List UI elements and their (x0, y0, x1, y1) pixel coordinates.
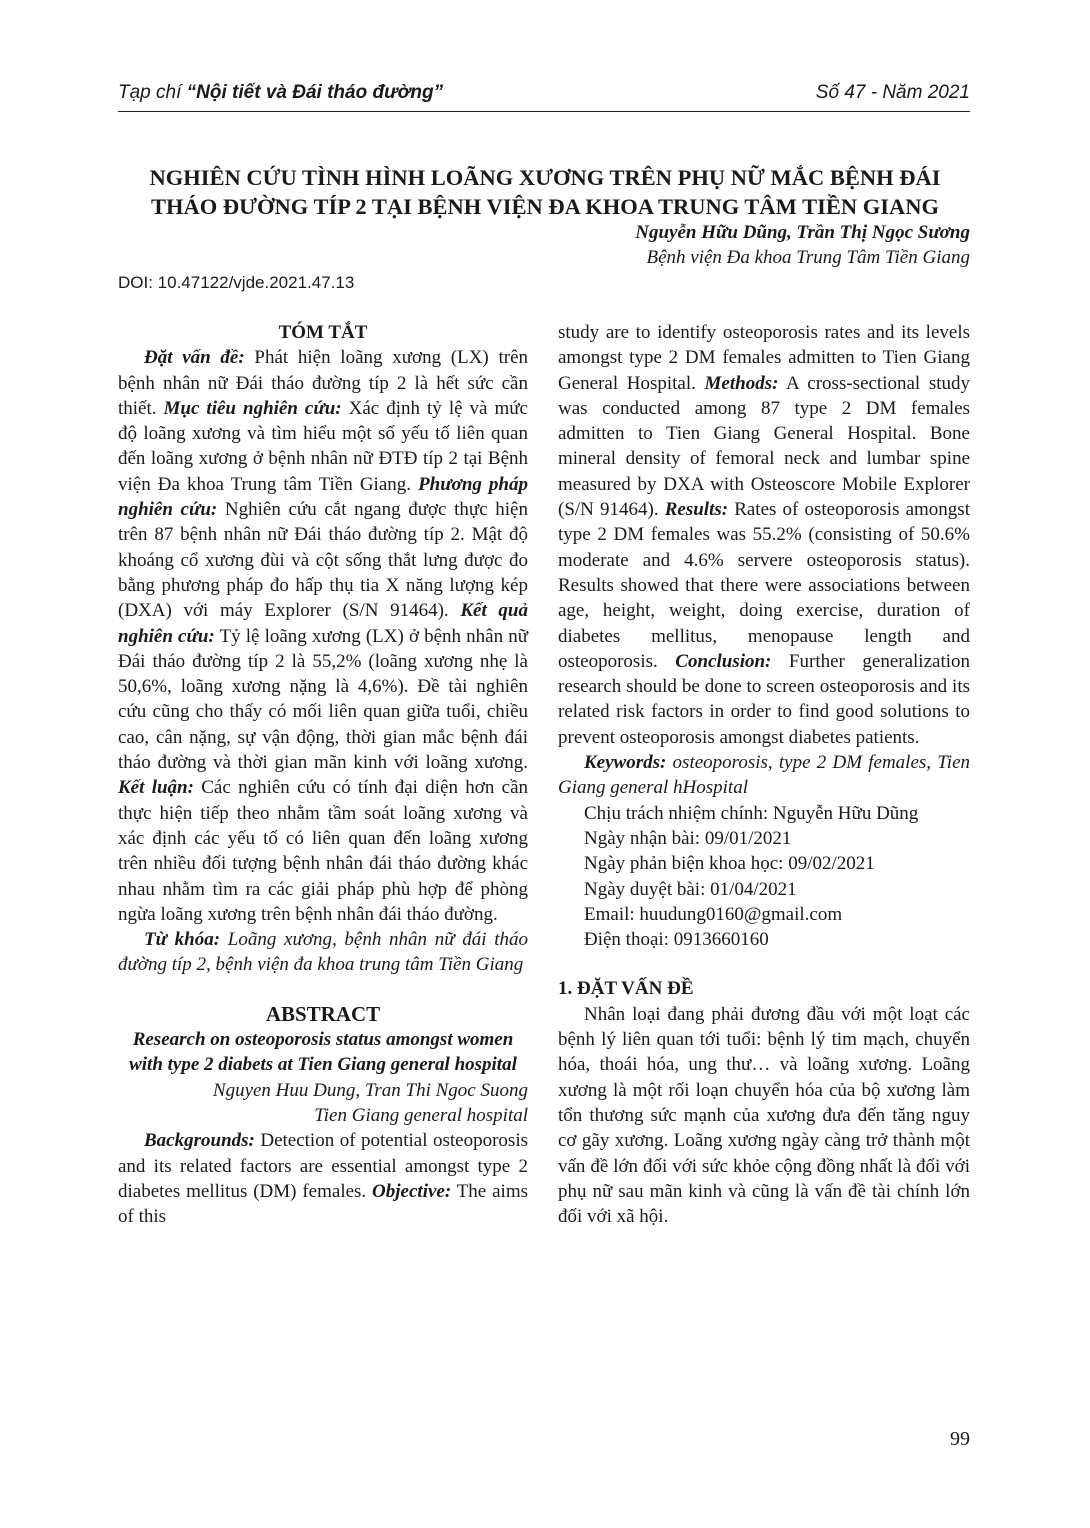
article-authors: Nguyễn Hữu Dũng, Trần Thị Ngọc Sương (635, 222, 970, 243)
responsible-author: Chịu trách nhiệm chính: Nguyễn Hữu Dũng (584, 802, 919, 824)
contact-email[interactable]: Email: huudung0160@gmail.com (584, 903, 843, 925)
section-1-heading: 1. ĐẶT VẤN ĐỀ (558, 978, 694, 1000)
contact-phone: Điện thoại: 0913660160 (584, 929, 769, 951)
abstract-authors: Nguyen Huu Dung, Tran Thi Ngoc Suong (212, 1079, 528, 1101)
tom-tat-body: Đặt vấn đề: Phát hiện loãng xương (LX) trên bệnh nhân nữ Đái tháo đường típ 2 là hết sức cần thiết. Mục tiêu nghiên cứu: Xác định tỷ lệ và mức độ loãng xương và tìm hiểu một số yếu tố liên quan đến loãng xương ở bệnh nhân nữ ĐTĐ típ 2 tại Bệnh viện Đa khoa Trung tâm Tiền Giang. Phương pháp nghiên cứu: Nghiên cứu cắt ngang được thực hiện trên 87 bệnh nhân nữ Đái tháo đường típ 2. Mật độ khoáng cổ xương đùi và cột sống thắt lưng được đo bằng phương pháp đo hấp thụ tia X năng lượng kép (DXA) với máy Explorer (S/N 91464). Kết quả nghiên cứu: Tỷ lệ loãng xương (LX) ở bệnh nhân nữ Đái tháo đường típ 2 là 55,2% (loãng xương nhẹ là 50,6%, loãng xương nặng là 4,6%). Đề tài nghiên cứu cũng cho thấy có mối liên quan giữa tuổi, chiều cao, cân nặng, sự vận động, thời gian mắc bệnh đái tháo đường và thời gian mãn kinh với loãng xương. Kết luận: Các nghiên cứu có tính đại diện hơn cần thực hiện tiếp theo nhằm tầm soát loãng xương và xác định các yếu tố có liên quan đến loãng xương trên nhiều đối tượng bệnh nhân đái tháo đường khác nhau nhằm tìm ra các giải pháp phù hợp để phòng ngừa loãng xương trên bệnh nhân đái tháo đường. (118, 347, 529, 925)
abstract-keywords: Keywords: osteoporosis, type 2 DM females, Tien Giang general hHospital (558, 752, 970, 799)
abstract-title: Research on osteoporosis status amongst women with type 2 diabets at Tien Giang general hospital (129, 1029, 517, 1076)
accepted-date: Ngày duyệt bài: 01/04/2021 (584, 878, 797, 900)
issue-number: Số 47 - Năm 2021 (815, 82, 970, 103)
received-date: Ngày nhận bài: 09/01/2021 (584, 827, 792, 849)
journal-header (118, 82, 970, 110)
journal-title: Tạp chí “Nội tiết và Đái tháo đường” (118, 82, 444, 103)
left-column (118, 320, 528, 1229)
tom-tat-keywords: Từ khóa: Loãng xương, bệnh nhân nữ đái tháo đường típ 2, bệnh viện đa khoa trung tâm Tiền Giang (118, 929, 528, 976)
header-divider (118, 111, 970, 112)
article-title: NGHIÊN CỨU TÌNH HÌNH LOÃNG XƯƠNG TRÊN PHỤ NỮ MẮC BỆNH ĐÁI THÁO ĐƯỜNG TÍP 2 TẠI BỆNH VIỆN ĐA KHOA TRUNG TÂM TIỀN GIANG (149, 165, 941, 219)
section-1-text: Nhân loại đang phải đương đầu với một loạt các bệnh lý liên quan tới tuổi: bệnh lý tim mạch, chuyển hóa, thoái hóa, ung thư… và loãng xương. Loãng xương là một rối loạn chuyển hóa của bộ xương làm tổn thương sức mạnh của xương đưa đến tăng nguy cơ gãy xương. Loãng xương ngày càng trở thành một vấn đề lớn đối với sức khỏe cộng đồng nhất là đối với phụ nữ sau mãn kinh và cũng là vấn đề tài chính lớn đối với xã hội. (558, 1003, 970, 1228)
abstract-body-start: Backgrounds: Detection of potential osteoporosis and its related factors are essential amongst type 2 diabetes mellitus (DM) females. Objective: The aims of this (118, 1130, 528, 1228)
review-date: Ngày phản biện khoa học: 09/02/2021 (584, 853, 875, 875)
doi-link[interactable]: DOI: 10.47122/vjde.2021.47.13 (118, 273, 355, 292)
abstract-heading: ABSTRACT (265, 1001, 381, 1026)
right-column (558, 320, 970, 1229)
page-number: 99 (950, 1428, 970, 1450)
tom-tat-heading: TÓM TẮT (278, 322, 368, 343)
abstract-body-continued: study are to identify osteoporosis rates and its levels amongst type 2 DM females admitten to Tien Giang General Hospital. Methods: A cross-sectional study was conducted among 87 type 2 DM females admitten to Tien Giang General Hospital. Bone mineral density of femoral neck and lumbar spine measured by DXA with Osteoscore Mobile Explorer (S/N 91464). Results: Rates of osteoporosis amongst type 2 DM females was 55.2% (consisting of 50.6% moderate and 4.6% servere osteoporosis status). Results showed that there were associations between age, height, weight, doing exercise, duration of diabetes mellitus, menopause length and osteoporosis. Conclusion: Further generalization research should be done to screen osteoporosis and its related risk factors in order to find good solutions to prevent osteoporosis amongst diabetes patients. (558, 322, 971, 748)
abstract-affiliation: Tien Giang general hospital (314, 1104, 528, 1126)
article-affiliation: Bệnh viện Đa khoa Trung Tâm Tiền Giang (646, 247, 970, 268)
